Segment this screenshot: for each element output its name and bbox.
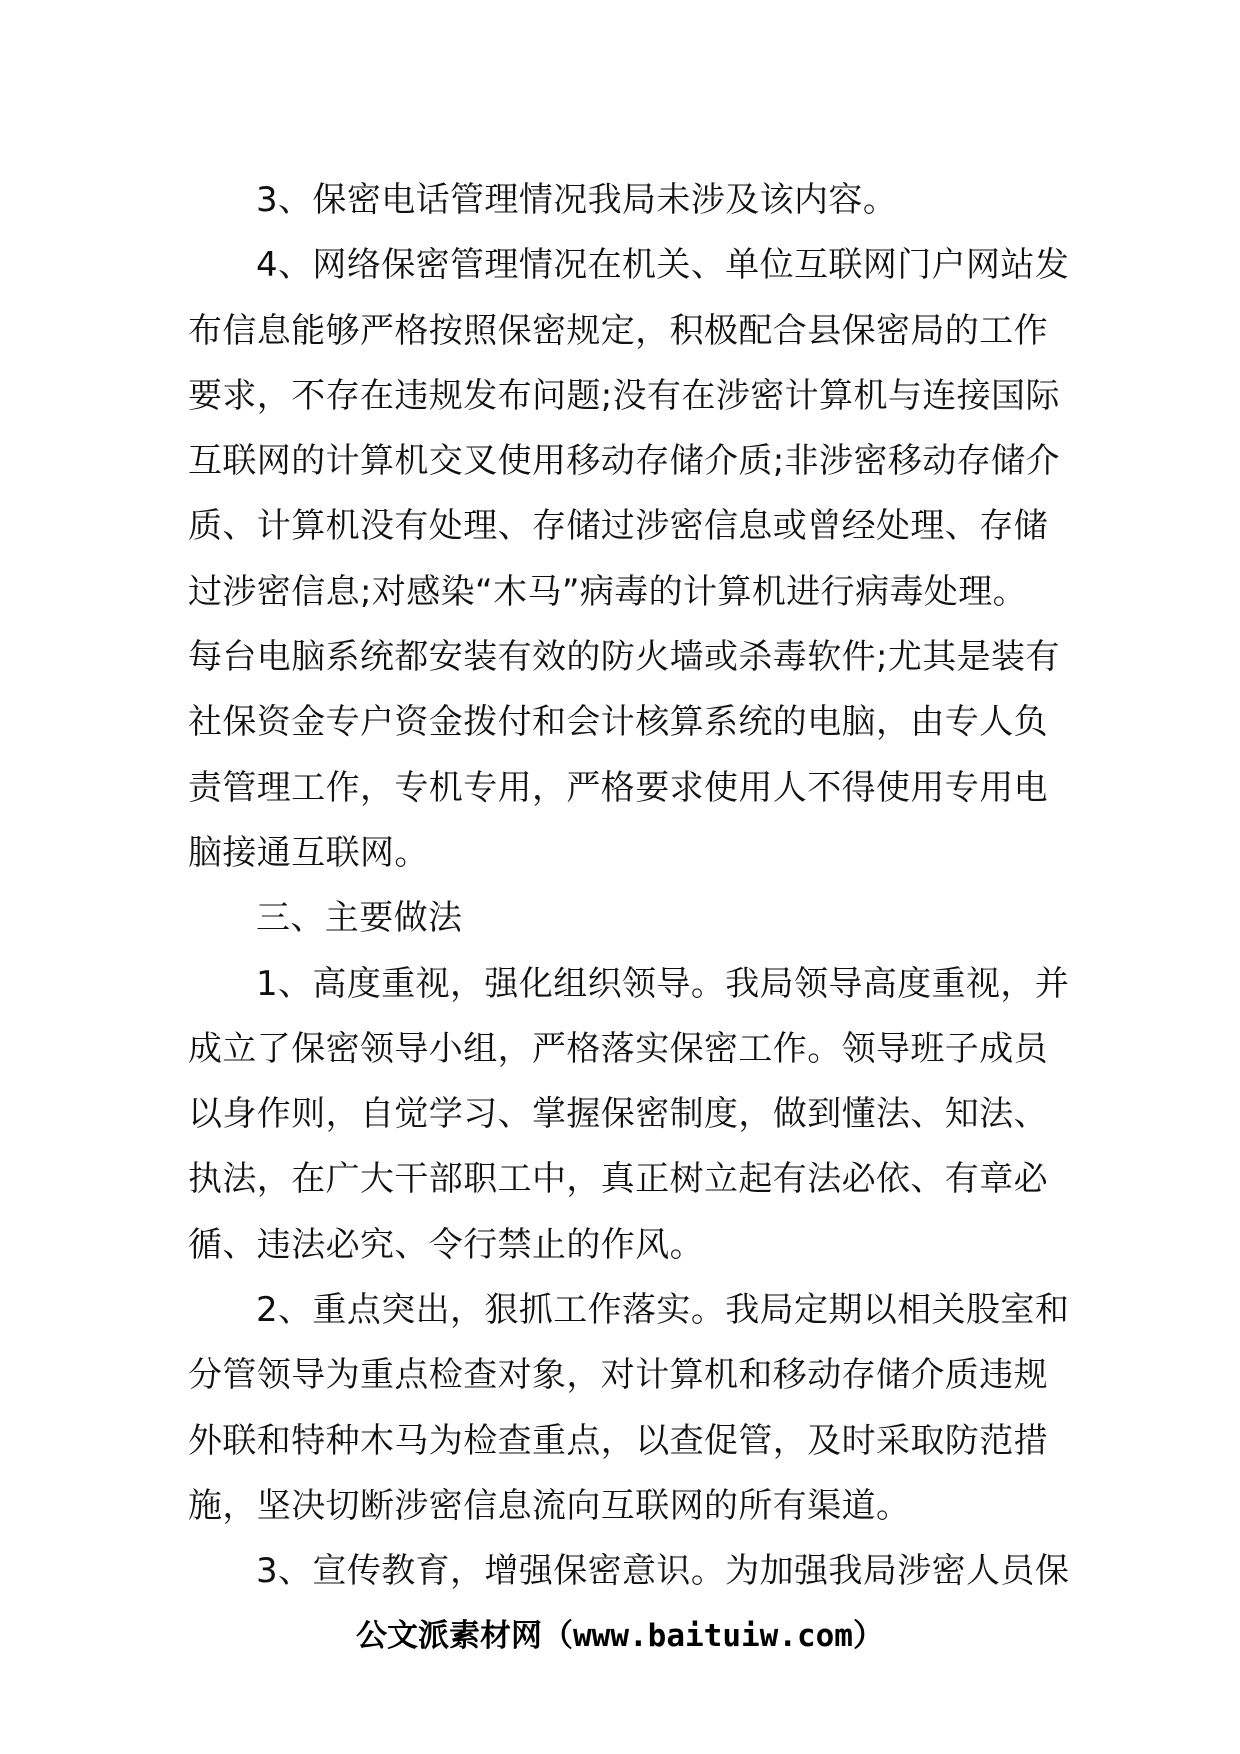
paragraph-line: 脑接通互联网。	[188, 832, 429, 873]
section-heading: 三、主要做法	[256, 898, 463, 939]
paragraph-line: 4、网络保密管理情况在机关、单位互联网门户网站发	[256, 245, 1070, 286]
paragraph-line: 社保资金专户资金拨付和会计核算系统的电脑，由专人负	[188, 702, 1048, 743]
paragraph-line: 质、计算机没有处理、存储过涉密信息或曾经处理、存储	[188, 506, 1048, 547]
paragraph-line: 成立了保密领导小组，严格落实保密工作。领导班子成员	[188, 1028, 1048, 1069]
footer-url: （www.baituiw.com）	[542, 1618, 884, 1654]
footer-site-name: 公文派素材网	[356, 1618, 543, 1654]
paragraph-line: 每台电脑系统都安装有效的防火墙或杀毒软件;尤其是装有	[188, 637, 1060, 678]
paragraph-line: 循、违法必究、令行禁止的作风。	[188, 1224, 704, 1265]
paragraph-line: 分管领导为重点检查对象，对计算机和移动存储介质违规	[188, 1355, 1048, 1396]
paragraph-line: 1、高度重视，强化组织领导。我局领导高度重视，并	[256, 963, 1070, 1004]
paragraph-line: 施，坚决切断涉密信息流向互联网的所有渠道。	[188, 1485, 911, 1526]
paragraph-line: 布信息能够严格按照保密规定，积极配合县保密局的工作	[188, 310, 1048, 351]
paragraph-line: 互联网的计算机交叉使用移动存储介质;非涉密移动存储介	[188, 441, 1060, 482]
paragraph-line: 执法，在广大干部职工中，真正树立起有法必依、有章必	[188, 1159, 1048, 1200]
paragraph-line: 3、宣传教育，增强保密意识。为加强我局涉密人员保	[256, 1551, 1070, 1592]
paragraph-line: 责管理工作，专机专用，严格要求使用人不得使用专用电	[188, 767, 1048, 808]
paragraph-line: 要求，不存在违规发布问题;没有在涉密计算机与连接国际	[188, 375, 1060, 416]
paragraph-line: 外联和特种木马为检查重点，以查促管，及时采取防范措	[188, 1420, 1048, 1461]
document-body	[188, 168, 1068, 1605]
paragraph-line: 过涉密信息;对感染“木马”病毒的计算机进行病毒处理。	[188, 571, 1028, 612]
paragraph-line: 3、保密电话管理情况我局未涉及该内容。	[256, 180, 898, 220]
page-footer	[0, 1610, 1240, 1655]
paragraph-line: 2、重点突出，狠抓工作落实。我局定期以相关股室和	[256, 1290, 1070, 1331]
paragraph-line: 以身作则，自觉学习、掌握保密制度，做到懂法、知法、	[188, 1094, 1048, 1135]
